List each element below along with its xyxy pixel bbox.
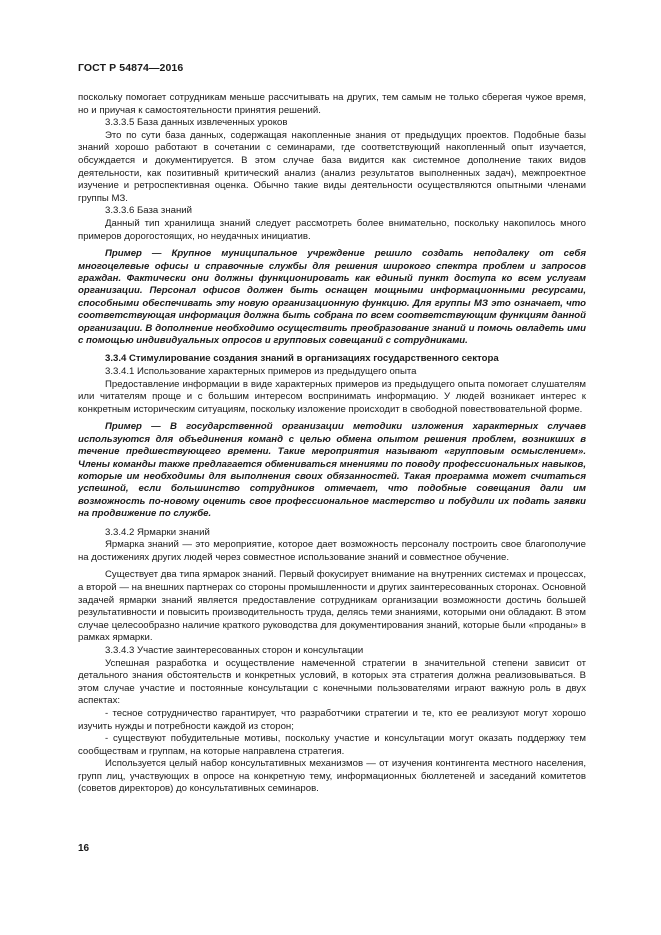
section-heading-3-3-4-2: 3.3.4.2 Ярмарки знаний (105, 526, 210, 538)
section-heading-3-3-3-5: 3.3.3.5 База данных извлеченных уроков (105, 117, 288, 129)
list-item: - тесное сотрудничество гарантирует, что разработчики стратегии и те, кто ее реализуют могут хорошо изучить нужды и потребности каждой из сторон; (78, 707, 586, 732)
example-paragraph: Пример — В государственной организации методики изложения характерных случаев используются для объединения команд с целью обмена опытом решения проблем, возникших в течение предшествующего времени. Такие мероприятия называют «групповым осмыслением». Члены команды также предлагается обмениваться мнениями по поводу профессиональных навыков, которые им необходимы для выполнения своих обязанностей. Такая программа может считаться успешной, если большинство сотрудников отмечает, что подобные совещания дали им возможность по-новому оценить свое профессиональное мастерство и побудили их подать заявки на продвижение по службе. (78, 421, 586, 520)
section-heading-3-3-4-1: 3.3.4.1 Использование характерных примеров из предыдущего опыта (105, 365, 417, 377)
paragraph: Данный тип хранилища знаний следует рассмотреть более внимательно, поскольку накопилось много примеров дорогостоящих, но неудачных инициатив. (78, 217, 586, 242)
section-heading-3-3-4: 3.3.4 Стимулирование создания знаний в организациях государственного сектора (105, 353, 499, 365)
document-body (78, 92, 586, 796)
paragraph: Успешная разработка и осуществление намеченной стратегии в значительной степени зависит от детального знания обстоятельств и конкретных условий, в которых эта стратегия должна реализовываться. В этом случае участие и постоянные консультации с конечными пользователями играют важную роль в двух аспектах: (78, 657, 586, 707)
document-header: ГОСТ Р 54874—2016 (78, 62, 184, 74)
paragraph: Ярмарка знаний — это мероприятие, которое дает возможность персоналу построить свое благополучие на достижениях других людей через совместное использование знаний и совместное обучение. (78, 539, 586, 563)
page-number: 16 (78, 843, 90, 854)
section-heading-3-3-4-3: 3.3.4.3 Участие заинтересованных сторон и консультации (105, 644, 364, 656)
paragraph: Используется целый набор консультативных механизмов — от изучения контингента местного населения, групп лиц, участвующих в опросе на конкретную тему, информационных бюллетеней и заседаний комитетов (советов директоров) до консультативных семинаров. (78, 758, 586, 795)
paragraph: Это по сути база данных, содержащая накопленные знания от предыдущих проектов. Подобные базы знаний хорошо работают в сочетании с семинарами, где соответствующий накопленный опыт изучается, обсуждается и документируется. В этом случае база видится как системное дополнение таких видов деятельности, как позитивный критический анализ (анализ результатов выполненных задач), межпроектное изучение и ретроспективная оценка. Обычно такие виды деятельности осуществляются опытными членами группы МЗ. (78, 129, 586, 204)
paragraph: Предоставление информации в виде характерных примеров из предыдущего опыта помогает слушателям или читателям проще и с большим интересом воспринимать информацию. У людей возникает интерес к конкретным историческим ситуациям, поскольку изложение происходит в свободной повествовательной форме. (78, 378, 586, 415)
paragraph-continuation: поскольку помогает сотрудникам меньше рассчитывать на других, тем самым не только сберегая чужое время, но и приучая к самостоятельности принятия решений. (78, 92, 586, 116)
paragraph: Существует два типа ярмарок знаний. Первый фокусирует внимание на внутренних системах и процессах, а второй — на внешних партнерах со стороны промышленности и других заинтересованных сторонах. Основной задачей ярмарки знаний является предоставление сотрудникам организации возможности достичь большей результативности и повысить производительность труда, делясь теми знаниями, которыми они обладают. В этом случае целесообразно наличие краткого руководства для документирования знаний, которые были «проданы» в рамках ярмарки. (78, 569, 586, 644)
section-heading-3-3-3-6: 3.3.3.6 База знаний (105, 205, 192, 217)
list-item: - существуют побудительные мотивы, поскольку участие и консультации могут оказать поддержку тем сообществам и группам, на которые направлена стратегия. (78, 733, 586, 757)
example-paragraph: Пример — Крупное муниципальное учреждение решило создать неподалеку от себя многоцелевые офисы и справочные службы для решения широкого спектра проблем и запросов граждан. Фактически они должны функционировать как единый пункт доступа ко всем услугам организации. Персонал офисов должен быть оснащен мощными информационными ресурсами, способными обеспечивать эту новую организационную функцию. Для группы МЗ это означает, что соответствующая информация должна быть собрана по всем соответствующим функциям данной организации. В дополнение необходимо осуществить преобразование знаний и помочь овладеть ими с помощью индивидуальных опросов и групповых совещаний с сотрудниками. (78, 248, 586, 346)
